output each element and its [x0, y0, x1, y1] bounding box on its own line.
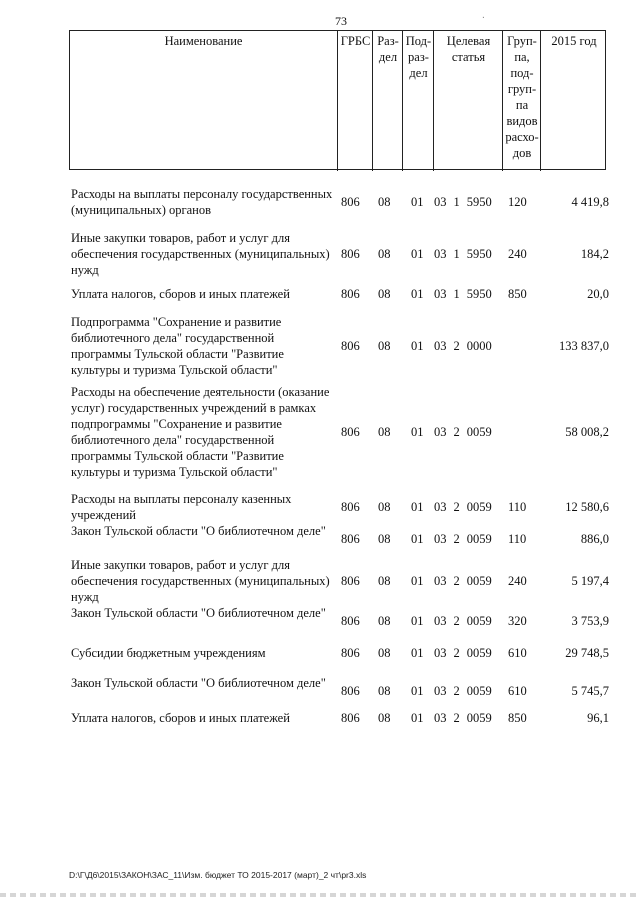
- tsel-part: 03: [434, 684, 447, 698]
- row-sum: 12 580,6: [565, 500, 609, 514]
- header-name: Наименование: [164, 34, 243, 48]
- tsel-part: 0059: [466, 425, 492, 439]
- row-podrazdel: 01: [411, 247, 424, 261]
- row-sum: 3 753,9: [571, 614, 609, 628]
- row-razdel: 08: [378, 425, 391, 439]
- header-year: 2015 год: [540, 31, 607, 171]
- row-tsel: [434, 683, 494, 699]
- tsel-part: 1: [453, 247, 460, 261]
- row-tsel: [434, 424, 494, 440]
- row-sum: 29 748,5: [565, 646, 609, 660]
- row-tsel: [434, 286, 494, 302]
- row-podrazdel: 01: [411, 500, 424, 514]
- row-sum: 4 419,8: [571, 195, 609, 209]
- row-name: Подпрограмма "Сохранение и развитие библиотечного дела" государственной программы Тульской области "Развитие культуры и туризма Тульской области": [71, 315, 284, 377]
- tsel-part: 0059: [466, 532, 492, 546]
- row-podrazdel: 01: [411, 614, 424, 628]
- row-grbs: 806: [341, 425, 360, 439]
- row-grbs: 806: [341, 711, 360, 725]
- tsel-part: 2: [453, 646, 460, 660]
- tsel-part: 0059: [466, 500, 492, 514]
- tsel-part: 2: [453, 711, 460, 725]
- row-vid: 850: [508, 711, 527, 725]
- scan-edge: [0, 893, 640, 897]
- row-grbs: 806: [341, 614, 360, 628]
- row-grbs: 806: [341, 247, 360, 261]
- row-razdel: 08: [378, 339, 391, 353]
- row-grbs: 806: [341, 195, 360, 209]
- tsel-part: 5950: [466, 247, 492, 261]
- row-razdel: 08: [378, 287, 391, 301]
- tsel-part: 0059: [466, 711, 492, 725]
- row-grbs: 806: [341, 684, 360, 698]
- row-name: Закон Тульской области "О библиотечном деле": [71, 606, 326, 620]
- header-vid: Груп- па, под- груп- па видов расхо- дов: [502, 31, 541, 171]
- tsel-part: 03: [434, 532, 447, 546]
- row-podrazdel: 01: [411, 646, 424, 660]
- tsel-part: 5950: [466, 287, 492, 301]
- row-vid: 120: [508, 195, 527, 209]
- row-tsel: [434, 710, 494, 726]
- tsel-part: 0059: [466, 574, 492, 588]
- row-sum: 5 197,4: [571, 574, 609, 588]
- row-razdel: 08: [378, 711, 391, 725]
- row-vid: 610: [508, 646, 527, 660]
- row-razdel: 08: [378, 574, 391, 588]
- row-tsel: [434, 194, 494, 210]
- row-tsel: [434, 613, 494, 629]
- row-vid: 320: [508, 614, 527, 628]
- row-sum: 184,2: [580, 247, 609, 261]
- header-podrazdel: Под- раз- дел: [402, 31, 434, 171]
- row-podrazdel: 01: [411, 684, 424, 698]
- row-tsel: [434, 645, 494, 661]
- row-razdel: 08: [378, 247, 391, 261]
- row-vid: 110: [508, 532, 527, 546]
- row-podrazdel: 01: [411, 425, 424, 439]
- row-razdel: 08: [378, 646, 391, 660]
- tsel-part: 2: [453, 425, 460, 439]
- row-sum: 5 745,7: [571, 684, 609, 698]
- scan-mark: ˑ: [482, 14, 485, 25]
- row-sum: 58 008,2: [565, 425, 609, 439]
- tsel-part: 2: [453, 684, 460, 698]
- row-sum: 20,0: [587, 287, 609, 301]
- row-name: Уплата налогов, сборов и иных платежей: [71, 711, 290, 725]
- tsel-part: 03: [434, 500, 447, 514]
- row-sum: 96,1: [587, 711, 609, 725]
- file-path: D:\Г\Д6\2015\ЗАКОН\ЗАС_11\Изм. бюджет ТО 2015-2017 (март)_2 чт\pr3.xls: [69, 870, 367, 880]
- header-grbs: ГРБС: [337, 31, 373, 171]
- row-razdel: 08: [378, 614, 391, 628]
- row-name: Уплата налогов, сборов и иных платежей: [71, 287, 290, 301]
- tsel-part: 2: [453, 532, 460, 546]
- row-name: Закон Тульской области "О библиотечном деле": [71, 524, 326, 538]
- tsel-part: 2: [453, 574, 460, 588]
- tsel-part: 1: [453, 195, 460, 209]
- row-sum: 133 837,0: [559, 339, 609, 353]
- row-vid: 110: [508, 500, 527, 514]
- row-vid: 240: [508, 247, 527, 261]
- row-grbs: 806: [341, 339, 360, 353]
- row-name: Закон Тульской области "О библиотечном деле": [71, 676, 326, 690]
- header-tsel: Целевая статья: [433, 31, 503, 171]
- tsel-part: 0059: [466, 646, 492, 660]
- tsel-part: 0000: [466, 339, 492, 353]
- tsel-part: 2: [453, 500, 460, 514]
- tsel-part: 0059: [466, 684, 492, 698]
- row-tsel: [434, 246, 494, 262]
- row-podrazdel: 01: [411, 287, 424, 301]
- row-razdel: 08: [378, 500, 391, 514]
- row-vid: 240: [508, 574, 527, 588]
- tsel-part: 03: [434, 646, 447, 660]
- tsel-part: 03: [434, 287, 447, 301]
- tsel-part: 03: [434, 247, 447, 261]
- row-razdel: 08: [378, 532, 391, 546]
- row-vid: 850: [508, 287, 527, 301]
- tsel-part: 5950: [466, 195, 492, 209]
- row-name: Иные закупки товаров, работ и услуг для обеспечения государственных (муниципальных) нужд: [71, 558, 330, 604]
- row-name: Иные закупки товаров, работ и услуг для обеспечения государственных (муниципальных) нужд: [71, 231, 330, 277]
- row-grbs: 806: [341, 287, 360, 301]
- row-vid: 610: [508, 684, 527, 698]
- tsel-part: 03: [434, 711, 447, 725]
- row-podrazdel: 01: [411, 574, 424, 588]
- row-tsel: [434, 573, 494, 589]
- table-header: [69, 30, 606, 170]
- tsel-part: 1: [453, 287, 460, 301]
- tsel-part: 03: [434, 195, 447, 209]
- row-name: Расходы на обеспечение деятельности (оказание услуг) государственных учреждений в рамках подпрограммы "Сохранение и развитие библиотечного дела" государственной программы Тульской области "Развитие культуры и туризма Тульской области": [71, 385, 330, 479]
- row-grbs: 806: [341, 574, 360, 588]
- tsel-part: 03: [434, 614, 447, 628]
- row-grbs: 806: [341, 646, 360, 660]
- row-name: Расходы на выплаты персоналу государственных (муниципальных) органов: [71, 187, 333, 217]
- tsel-part: 2: [453, 339, 460, 353]
- tsel-part: 0059: [466, 614, 492, 628]
- row-podrazdel: 01: [411, 711, 424, 725]
- row-razdel: 08: [378, 195, 391, 209]
- row-tsel: [434, 338, 494, 354]
- row-tsel: [434, 499, 494, 515]
- tsel-part: 03: [434, 574, 447, 588]
- row-name: Расходы на выплаты персоналу казенных учреждений: [71, 492, 292, 522]
- row-name: Субсидии бюджетным учреждениям: [71, 646, 266, 660]
- row-grbs: 806: [341, 500, 360, 514]
- header-razdel: Раз- дел: [372, 31, 403, 171]
- row-tsel: [434, 531, 494, 547]
- tsel-part: 03: [434, 339, 447, 353]
- row-sum: 886,0: [580, 532, 609, 546]
- row-podrazdel: 01: [411, 195, 424, 209]
- page-number: 73: [335, 14, 347, 28]
- row-podrazdel: 01: [411, 532, 424, 546]
- tsel-part: 03: [434, 425, 447, 439]
- row-podrazdel: 01: [411, 339, 424, 353]
- row-grbs: 806: [341, 532, 360, 546]
- row-razdel: 08: [378, 684, 391, 698]
- tsel-part: 2: [453, 614, 460, 628]
